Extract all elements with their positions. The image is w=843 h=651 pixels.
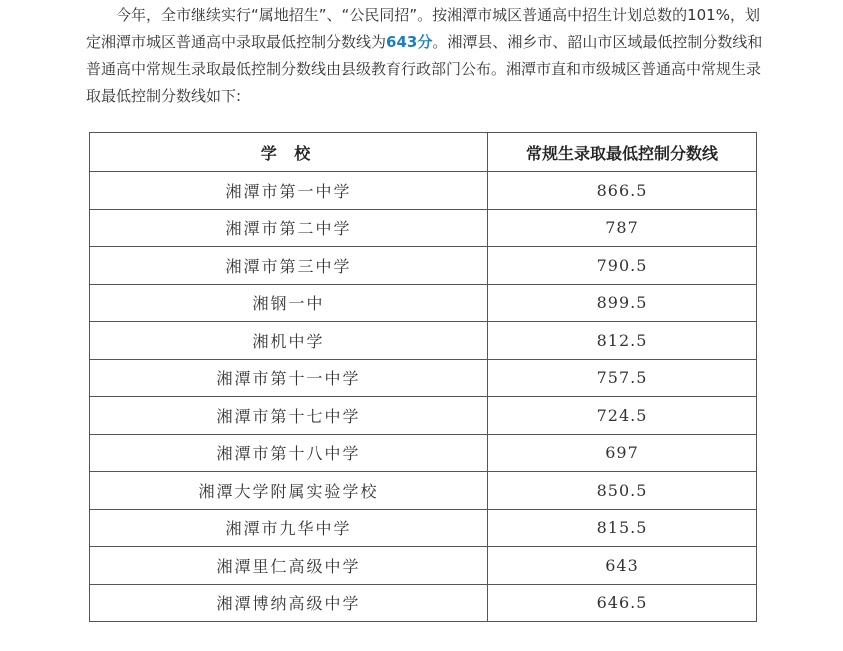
table-row bbox=[90, 584, 757, 622]
intro-text-part1: 今年，全市继续实行“属地招生”、“公民同招”。按湘潭市城区普通高中招生计划总数的101%，划定湘潭市城区普通高中录取最低控制分数线为 bbox=[86, 6, 760, 51]
header-score: 常规生录取最低控制分数线 bbox=[488, 133, 757, 172]
school-score: 815.5 bbox=[488, 509, 757, 547]
table-row bbox=[90, 434, 757, 472]
table-row bbox=[90, 209, 757, 247]
table-row bbox=[90, 172, 757, 210]
school-name: 湘潭市第三中学 bbox=[90, 247, 488, 285]
school-score: 850.5 bbox=[488, 472, 757, 510]
table-header-row bbox=[90, 133, 757, 172]
school-name: 湘潭市第十八中学 bbox=[90, 434, 488, 472]
score-table bbox=[89, 132, 757, 622]
header-school: 学 校 bbox=[90, 133, 488, 172]
table-row bbox=[90, 472, 757, 510]
school-score: 899.5 bbox=[488, 284, 757, 322]
school-score: 787 bbox=[488, 209, 757, 247]
school-score: 643 bbox=[488, 547, 757, 585]
table-row bbox=[90, 284, 757, 322]
school-name: 湘潭市第十一中学 bbox=[90, 359, 488, 397]
table-row bbox=[90, 397, 757, 435]
table-row bbox=[90, 247, 757, 285]
school-name: 湘潭市第一中学 bbox=[90, 172, 488, 210]
table-row bbox=[90, 322, 757, 360]
intro-text-part2: 。湘潭县、湘乡市、韶山市区域最低控制分数线和普通高中常规生录取最低控制分数线由县级教育行政部门公布。湘潭市直和市级城区普通高中常规生录取最低控制分数线如下: bbox=[86, 33, 763, 105]
school-name: 湘潭市第二中学 bbox=[90, 209, 488, 247]
table-row bbox=[90, 509, 757, 547]
school-name: 湘潭市第十七中学 bbox=[90, 397, 488, 435]
school-name: 湘潭市九华中学 bbox=[90, 509, 488, 547]
school-name: 湘潭博纳高级中学 bbox=[90, 584, 488, 622]
school-name: 湘潭大学附属实验学校 bbox=[90, 472, 488, 510]
table-row bbox=[90, 359, 757, 397]
intro-paragraph bbox=[86, 2, 766, 110]
school-score: 757.5 bbox=[488, 359, 757, 397]
school-name: 湘钢一中 bbox=[90, 284, 488, 322]
cutoff-score-highlight: 643分 bbox=[386, 33, 433, 51]
table-row bbox=[90, 547, 757, 585]
school-score: 790.5 bbox=[488, 247, 757, 285]
school-score: 646.5 bbox=[488, 584, 757, 622]
school-score: 724.5 bbox=[488, 397, 757, 435]
school-name: 湘潭里仁高级中学 bbox=[90, 547, 488, 585]
school-score: 812.5 bbox=[488, 322, 757, 360]
school-score: 866.5 bbox=[488, 172, 757, 210]
school-score: 697 bbox=[488, 434, 757, 472]
school-name: 湘机中学 bbox=[90, 322, 488, 360]
